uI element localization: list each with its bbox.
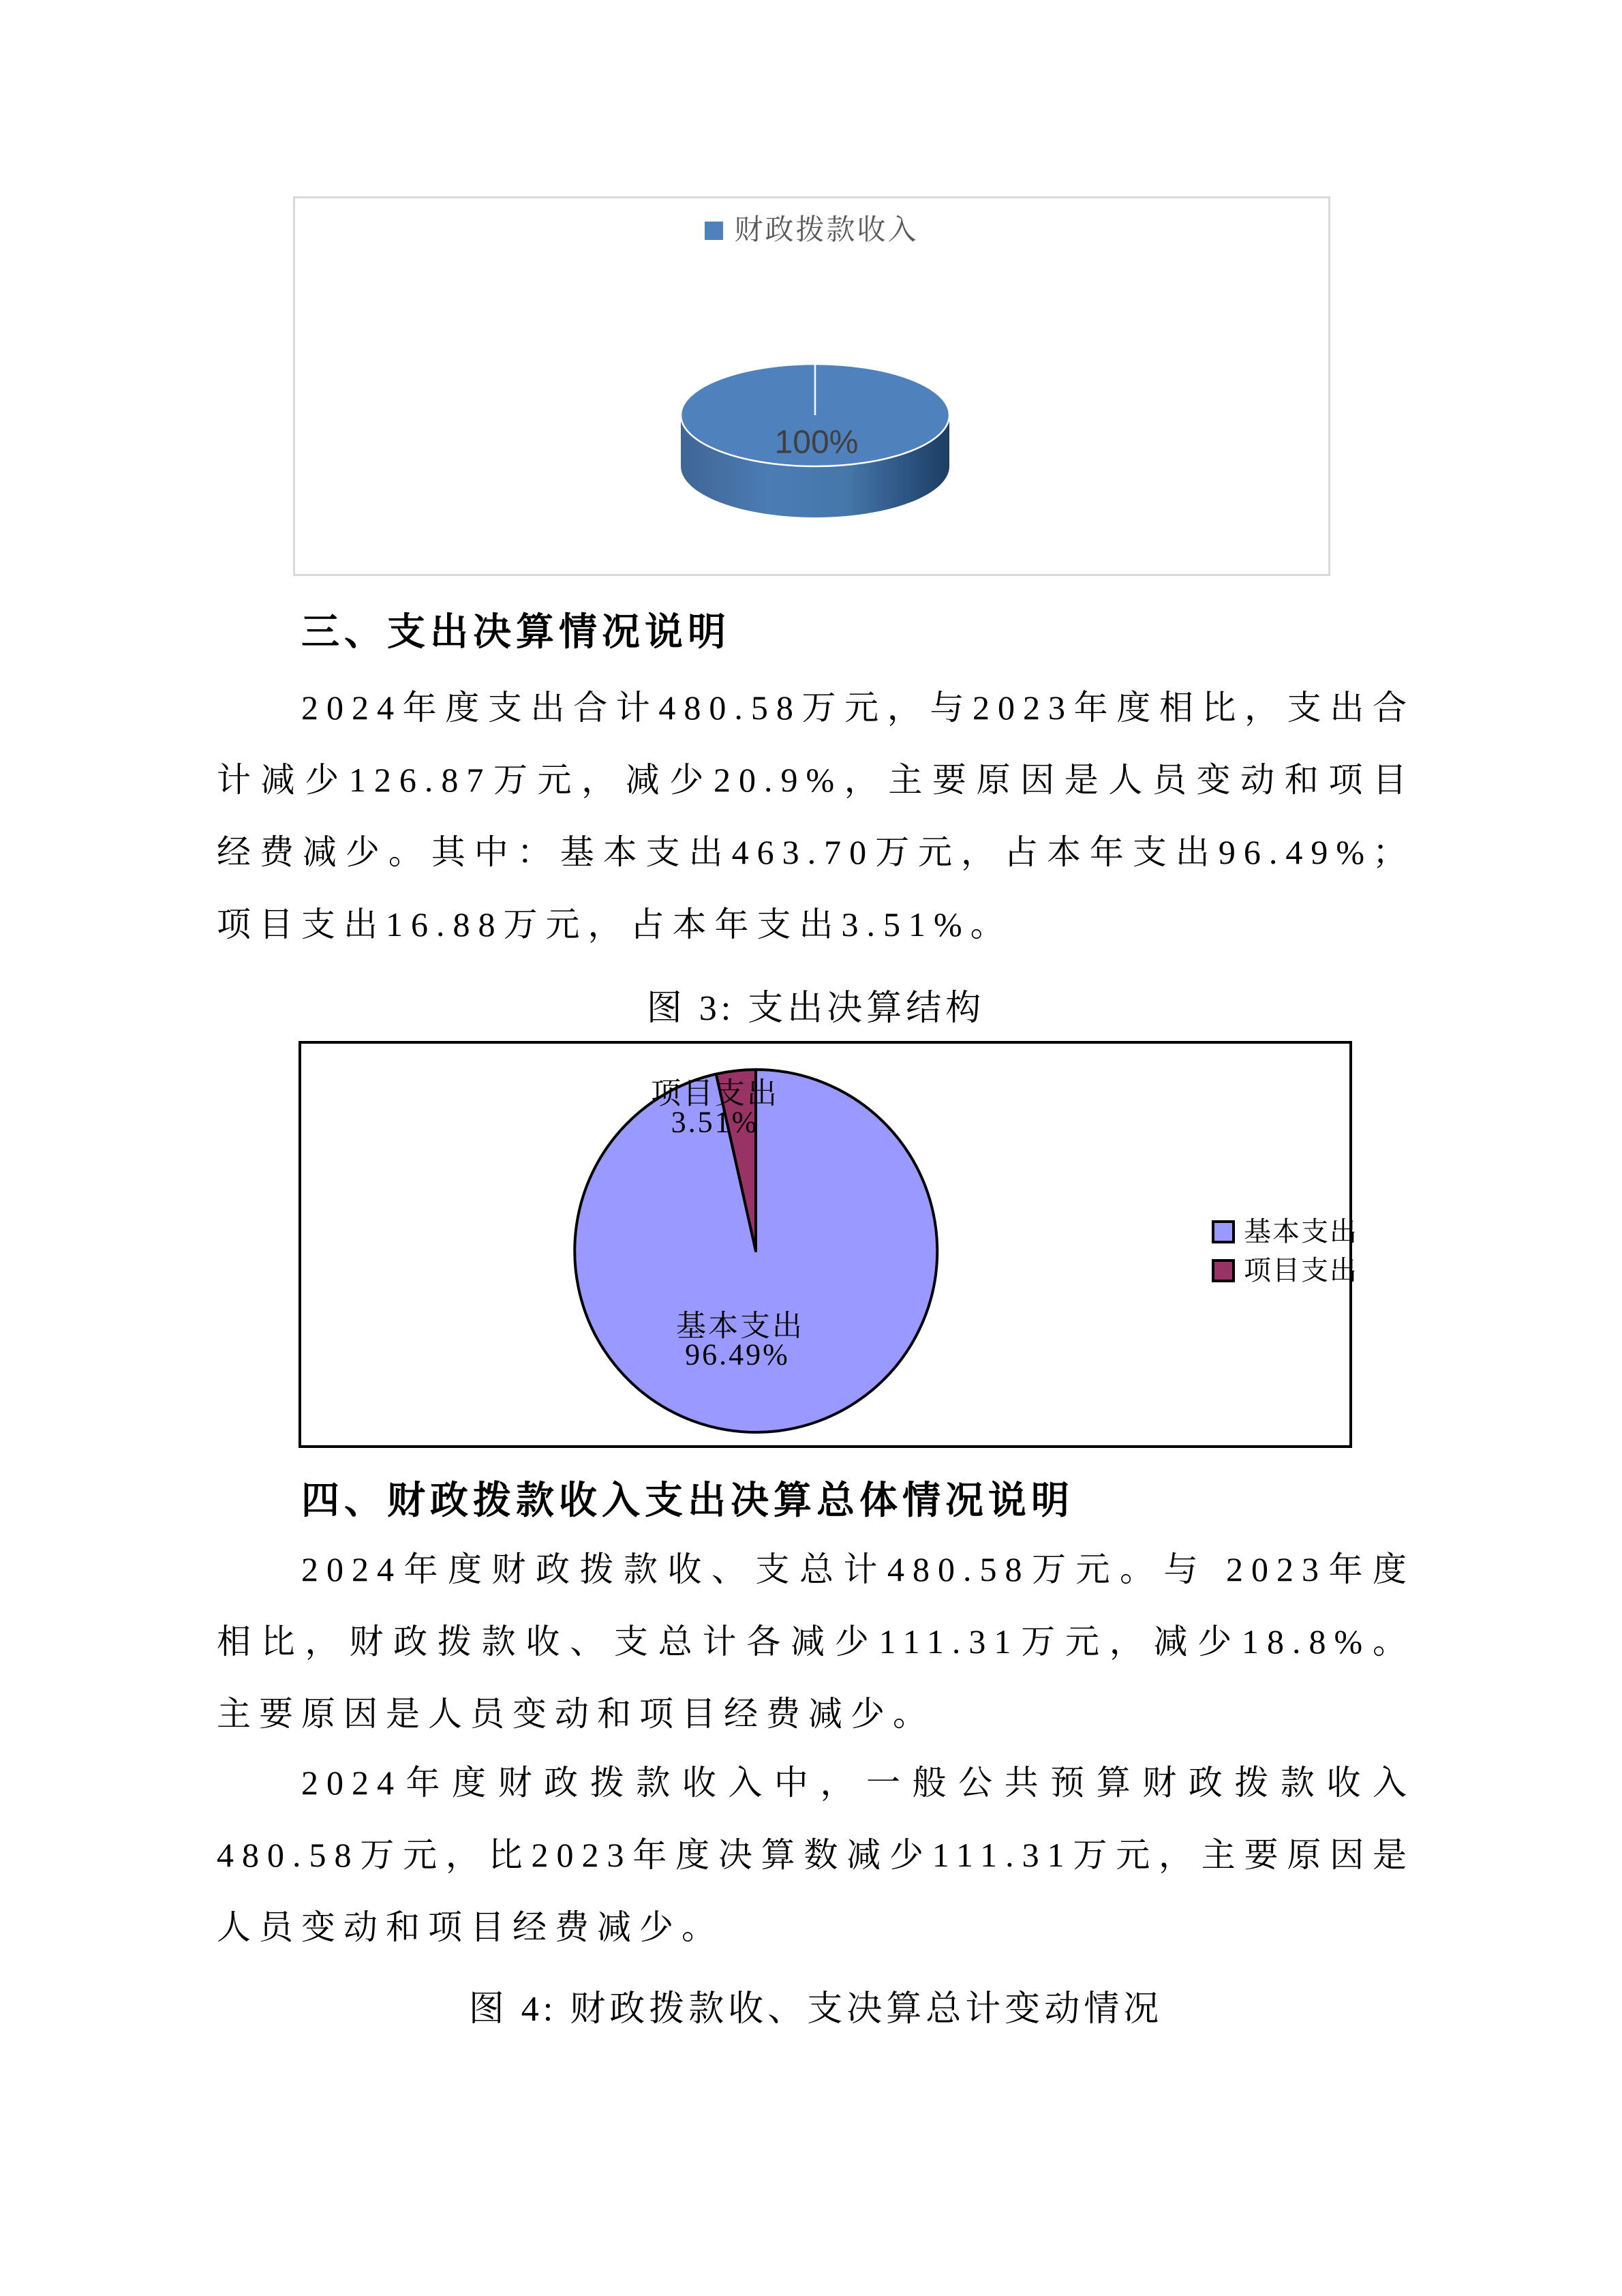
figure3-legend [1212,1218,1358,1284]
legend-label: 项目支出 [1244,1255,1358,1286]
pie3d-data-label: 100% [774,424,859,461]
pie-chart-3d [672,361,958,531]
label-basic-name: 基本支出 [676,1309,804,1343]
section4-paragraph1: 2024年度财政拨款收、支总计480.58万元。与 2023年度相比，财政拨款收、支总计各减少111.31万元，减少18.8%。主要原因是人员变动和项目经费减少。 [217,1550,1415,1733]
pie-chart-expenditure [301,1044,1349,1445]
label-project-pct: 3.51% [671,1105,759,1139]
figure2-chart-box [293,196,1330,576]
legend-item-basic [1212,1218,1358,1245]
figure2-legend [295,216,1328,245]
figure2-legend-label: 财政拨款收入 [734,215,919,246]
legend-swatch-icon [1212,1220,1235,1243]
legend-label: 基本支出 [1244,1216,1358,1247]
legend-swatch-icon [705,222,723,240]
label-project-name: 项目支出 [651,1076,779,1111]
section3-heading: 三、支出决算情况说明 [301,610,731,653]
figure3-caption: 图 3: 支出决算结构 [646,989,985,1028]
legend-item-project [1212,1257,1358,1284]
section3-paragraph: 2024年度支出合计480.58万元，与2023年度相比，支出合计减少126.87万元，减少20.9%，主要原因是人员变动和项目经费减少。其中：基本支出463.70万元，占本年支出96.49%；项目支出16.88万元，占本年支出3.51%。 [217,689,1415,943]
figure4-caption: 图 4: 财政拨款收、支决算总计变动情况 [468,1990,1163,2029]
legend-swatch-icon [1212,1259,1235,1282]
section4-heading: 四、财政拨款收入支出决算总体情况说明 [301,1479,1074,1522]
section4-paragraph2: 2024年度财政拨款收入中，一般公共预算财政拨款收入480.58万元，比2023年度决算数减少111.31万元，主要原因是人员变动和项目经费减少。 [217,1764,1415,1946]
figure3-chart-box [299,1041,1358,1448]
label-basic-pct: 96.49% [685,1338,790,1372]
